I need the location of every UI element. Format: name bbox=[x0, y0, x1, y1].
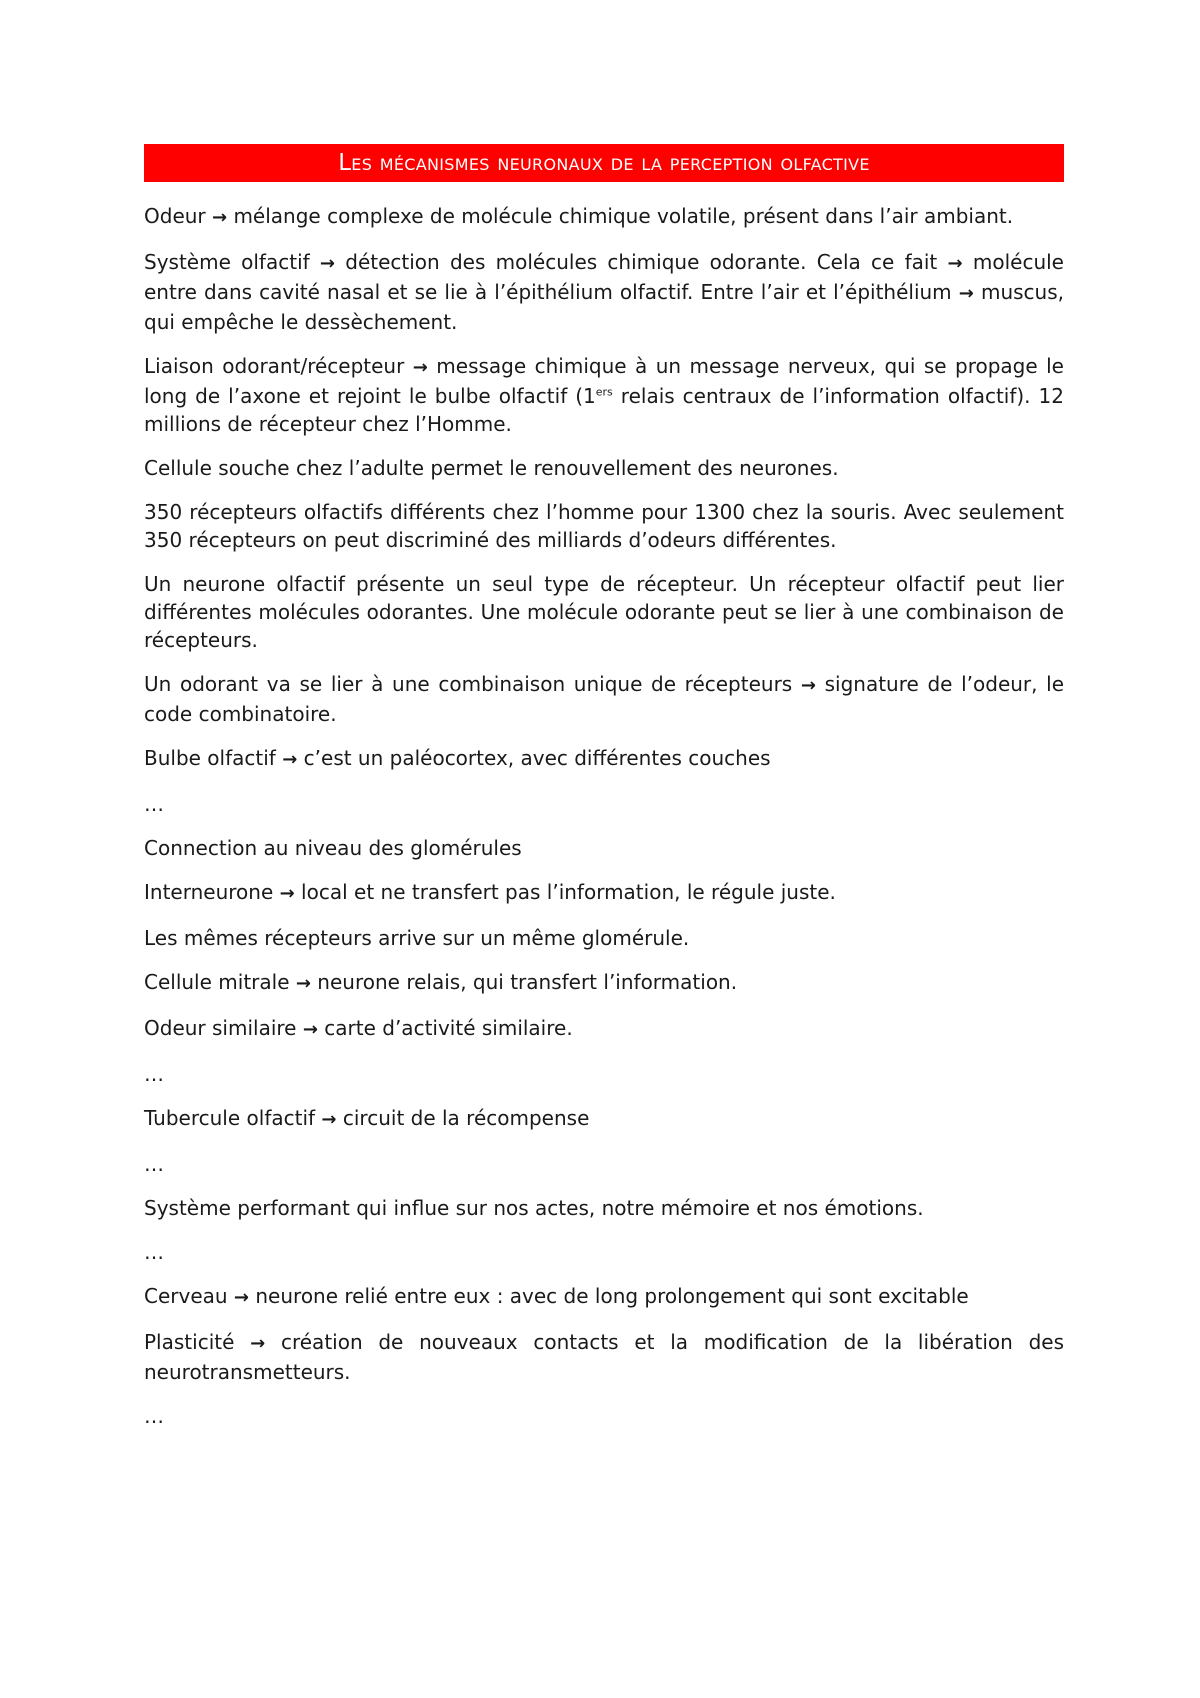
arrow-right-icon: → bbox=[295, 973, 311, 994]
text-run: c’est un paléocortex, avec différentes couches bbox=[297, 746, 771, 770]
text-run: 350 récepteurs olfactifs différents chez l’homme pour 1300 chez la souris. Avec seulement 350 récepteurs on peut discriminé des milliards d’odeurs différentes. bbox=[144, 500, 1064, 552]
paragraph bbox=[144, 1328, 1064, 1386]
text-run: circuit de la récompense bbox=[336, 1106, 590, 1130]
paragraph bbox=[144, 744, 1064, 774]
arrow-right-icon: → bbox=[302, 1019, 318, 1040]
text-run: … bbox=[144, 1062, 164, 1086]
text-run: Odeur bbox=[144, 204, 212, 228]
text-run: création de nouveaux contacts et la modification de la libération des neurotransmetteurs. bbox=[144, 1330, 1064, 1384]
text-run: carte d’activité similaire. bbox=[317, 1016, 573, 1040]
arrow-right-icon: → bbox=[250, 1333, 266, 1354]
document-page bbox=[144, 144, 1064, 1446]
text-run: Cerveau bbox=[144, 1284, 234, 1308]
text-run: détection des molécules chimique odorante. Cela ce fait bbox=[335, 250, 948, 274]
text-run: relais centraux de l’information olfactif). 12 millions de récepteur chez l’Homme. bbox=[144, 384, 1064, 436]
text-run: Système performant qui influe sur nos actes, notre mémoire et nos émotions. bbox=[144, 1196, 924, 1220]
text-run: … bbox=[144, 1240, 164, 1264]
paragraph bbox=[144, 878, 1064, 908]
paragraph bbox=[144, 1150, 1064, 1178]
text-run: Système olfactif bbox=[144, 250, 320, 274]
paragraph bbox=[144, 924, 1064, 952]
paragraph bbox=[144, 1238, 1064, 1266]
text-run: … bbox=[144, 792, 164, 816]
text-run: … bbox=[144, 1404, 164, 1428]
document-body bbox=[144, 202, 1064, 1430]
paragraph bbox=[144, 454, 1064, 482]
text-run: Plasticité bbox=[144, 1330, 251, 1354]
text-run: Cellule mitrale bbox=[144, 970, 296, 994]
text-run: Bulbe olfactif bbox=[144, 746, 283, 770]
paragraph bbox=[144, 498, 1064, 554]
text-run: Odeur similaire bbox=[144, 1016, 303, 1040]
superscript: ers bbox=[595, 385, 613, 399]
arrow-right-icon: → bbox=[279, 883, 295, 904]
arrow-right-icon: → bbox=[947, 253, 963, 274]
document-title: Les mécanismes neuronaux de la perception olfactive bbox=[338, 150, 870, 176]
text-run: Interneurone bbox=[144, 880, 280, 904]
arrow-right-icon: → bbox=[412, 357, 428, 378]
text-run: molécule entre dans cavité nasal et se lie à l’épithélium olfactif. Entre l’air et l’épithélium bbox=[144, 250, 1064, 304]
text-run: signature de l’odeur, le code combinatoire. bbox=[144, 672, 1065, 726]
paragraph bbox=[144, 248, 1064, 336]
text-run: Tubercule olfactif bbox=[144, 1106, 322, 1130]
arrow-right-icon: → bbox=[319, 253, 336, 274]
paragraph bbox=[144, 670, 1064, 728]
text-run: Les mêmes récepteurs arrive sur un même glomérule. bbox=[144, 926, 690, 950]
paragraph bbox=[144, 352, 1064, 438]
paragraph bbox=[144, 968, 1064, 998]
text-run: Liaison odorant/récepteur bbox=[144, 354, 413, 378]
text-run: mélange complexe de molécule chimique volatile, présent dans l’air ambiant. bbox=[227, 204, 1014, 228]
text-run: message chimique à un message nerveux, qui se propage le long de l’axone et rejoint le bulbe olfactif (1 bbox=[144, 354, 1064, 408]
paragraph bbox=[144, 1402, 1064, 1430]
paragraph bbox=[144, 1282, 1064, 1312]
paragraph bbox=[144, 834, 1064, 862]
text-run: neurone relié entre eux : avec de long prolongement qui sont excitable bbox=[249, 1284, 969, 1308]
text-run: neurone relais, qui transfert l’information. bbox=[310, 970, 738, 994]
paragraph bbox=[144, 202, 1064, 232]
text-run: muscus, qui empêche le dessèchement. bbox=[144, 280, 1065, 334]
arrow-right-icon: → bbox=[212, 207, 228, 228]
arrow-right-icon: → bbox=[800, 675, 816, 696]
paragraph bbox=[144, 1060, 1064, 1088]
arrow-right-icon: → bbox=[958, 283, 974, 304]
arrow-right-icon: → bbox=[233, 1287, 250, 1308]
text-run: Cellule souche chez l’adulte permet le renouvellement des neurones. bbox=[144, 456, 839, 480]
paragraph bbox=[144, 570, 1064, 654]
text-run: local et ne transfert pas l’information, le régule juste. bbox=[294, 880, 836, 904]
text-run: Connection au niveau des glomérules bbox=[144, 836, 522, 860]
paragraph bbox=[144, 1104, 1064, 1134]
paragraph bbox=[144, 790, 1064, 818]
paragraph bbox=[144, 1014, 1064, 1044]
text-run: … bbox=[144, 1152, 164, 1176]
text-run: Un odorant va se lier à une combinaison unique de récepteurs bbox=[144, 672, 801, 696]
paragraph bbox=[144, 1194, 1064, 1222]
text-run: Un neurone olfactif présente un seul type de récepteur. Un récepteur olfactif peut lier différentes molécules odorantes. Une molécule odorante peut se lier à une combinaison de récepteurs. bbox=[144, 572, 1064, 652]
title-banner bbox=[144, 144, 1064, 182]
arrow-right-icon: → bbox=[282, 749, 298, 770]
arrow-right-icon: → bbox=[321, 1109, 337, 1130]
